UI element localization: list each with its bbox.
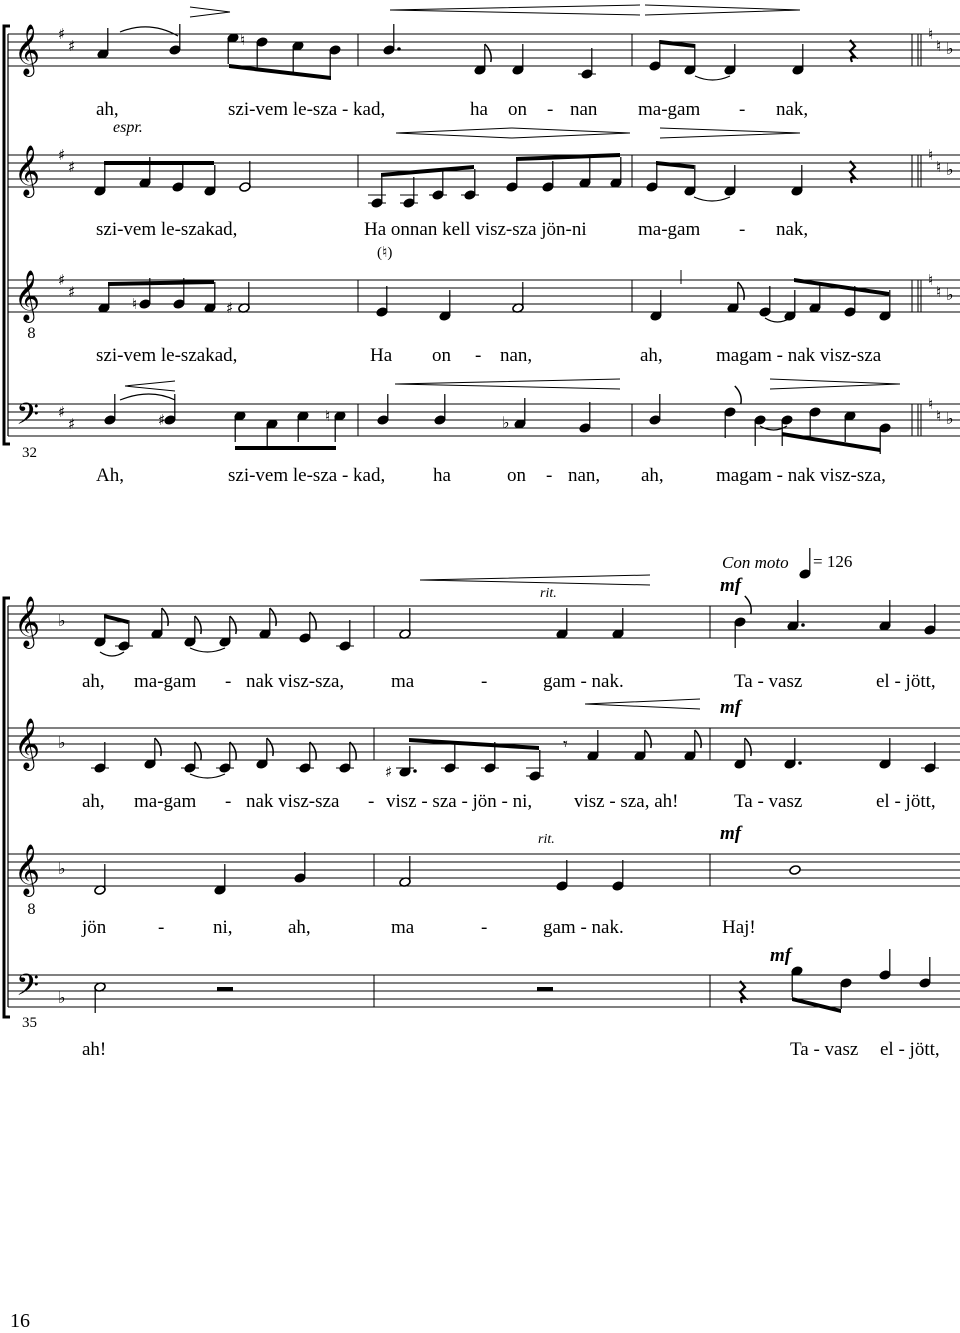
- lyric: -: [739, 99, 746, 120]
- lyric: nak visz-sza,: [246, 671, 345, 692]
- augmentation-dot: [413, 769, 417, 773]
- natural-accidental: ♮: [936, 283, 942, 301]
- lyric: szi-vem le-sza - kad,: [228, 99, 386, 120]
- slur: [120, 27, 178, 36]
- lyric: nak,: [776, 99, 809, 120]
- note-flag: [645, 730, 651, 748]
- note-flag: [195, 616, 201, 634]
- natural-accidental: ♮: [132, 295, 138, 313]
- lyric: ma: [391, 671, 415, 692]
- lyric: -: [475, 345, 482, 366]
- lyric: szi-vem le-sza - kad,: [228, 465, 386, 486]
- lyric: Ta - vasz: [734, 791, 803, 812]
- beam: [794, 278, 889, 296]
- lyric: ah,: [82, 791, 105, 812]
- dynamic-mf: mf: [770, 945, 792, 966]
- flat-accidental: ♭: [946, 285, 954, 304]
- lyric: el - jött,: [876, 671, 936, 692]
- note-flag: [162, 608, 168, 626]
- tie: [190, 648, 225, 652]
- sharp-accidental: ♯: [58, 403, 66, 421]
- lyric: ma-gam: [638, 219, 701, 240]
- lyric: ha: [470, 99, 488, 120]
- quarter-rest: [850, 161, 855, 183]
- lyric: -: [739, 219, 746, 240]
- note-flag: [350, 742, 356, 760]
- slur: [120, 394, 175, 400]
- lyric: nan,: [568, 465, 601, 486]
- natural-accidental: ♮: [928, 271, 934, 289]
- quarter-rest: [850, 40, 855, 62]
- tempo-value: = 126: [813, 552, 853, 571]
- note-flag: [230, 742, 236, 760]
- beam: [660, 40, 695, 48]
- lyric: on: [508, 99, 527, 120]
- lyric: -: [225, 671, 232, 692]
- ritardando-marking: rit.: [538, 832, 555, 847]
- whole-note: [789, 865, 801, 876]
- half-rest: [537, 987, 553, 991]
- lyric: -: [481, 671, 488, 692]
- lyric: Haj!: [722, 917, 756, 938]
- decrescendo-hairpin: [645, 5, 800, 15]
- flat-accidental: ♭: [58, 611, 66, 630]
- tie: [190, 774, 225, 778]
- sharp-accidental: ♯: [58, 25, 66, 43]
- beam: [104, 161, 214, 165]
- lyric: gam - nak.: [543, 671, 624, 692]
- note-flag: [267, 738, 273, 756]
- natural-accidental: ♮: [936, 37, 942, 55]
- tie: [100, 652, 124, 656]
- sharp-accidental: ♯: [58, 271, 66, 289]
- flat-accidental: ♭: [946, 409, 954, 428]
- lyric: ah,: [640, 345, 663, 366]
- lyric: visz - sza - jön - ni,: [386, 791, 533, 812]
- lyric: ah,: [288, 917, 311, 938]
- lyric: nak visz-sza: [246, 791, 340, 812]
- system-bracket: [4, 26, 10, 444]
- decrescendo-hairpin: [190, 7, 230, 17]
- page-number: 16: [10, 1310, 30, 1332]
- sharp-accidental: ♯: [68, 283, 76, 301]
- flat-accidental: ♭: [946, 39, 954, 58]
- sharp-accidental: ♯: [68, 415, 76, 433]
- lyric: ah!: [82, 1039, 107, 1060]
- treble-8-clef: 𝄞: [14, 844, 41, 895]
- crescendo-hairpin: [390, 5, 640, 15]
- crescendo-hairpin: [395, 379, 620, 389]
- flat-accidental: ♭: [502, 413, 510, 432]
- lyric: on: [432, 345, 451, 366]
- dynamic-mf: mf: [720, 823, 742, 844]
- sharp-accidental: ♯: [158, 411, 166, 429]
- lyric: ni,: [213, 917, 233, 938]
- lyric: Ah,: [96, 465, 124, 486]
- measure-number: 32: [22, 445, 37, 461]
- sharp-accidental: ♯: [68, 37, 76, 55]
- decrescendo-hairpin: [660, 128, 800, 138]
- natural-accidental: ♮: [240, 31, 246, 49]
- sharp-accidental: ♯: [68, 158, 76, 176]
- treble-clef: 𝄞: [14, 145, 41, 196]
- bass-clef: 𝄢: [16, 398, 40, 439]
- note-flag: [485, 44, 491, 62]
- crescendo-hairpin: [420, 575, 650, 585]
- beam: [516, 153, 620, 161]
- treble-clef: 𝄞: [14, 718, 41, 769]
- bass-clef: 𝄢: [16, 969, 40, 1010]
- treble-clef: 𝄞: [14, 24, 41, 75]
- note-flag: [695, 730, 701, 748]
- lyric: ma-gam: [638, 99, 701, 120]
- decrescendo-hairpin: [770, 379, 900, 389]
- espressivo-marking: espr.: [113, 119, 143, 136]
- flat-accidental: ♭: [58, 733, 66, 752]
- tie: [694, 197, 730, 201]
- tie: [695, 76, 730, 80]
- lyric: gam - nak.: [543, 917, 624, 938]
- note-flag: [745, 738, 751, 756]
- beam: [656, 161, 694, 169]
- lyric: ma: [391, 917, 415, 938]
- natural-accidental: ♮: [936, 407, 942, 425]
- augmentation-dot: [801, 623, 805, 627]
- lyric: szi-vem le-szakad,: [96, 219, 238, 240]
- system-bracket: [4, 598, 10, 1017]
- lyric: Ta - vasz: [790, 1039, 859, 1060]
- measure-number: 35: [22, 1015, 37, 1031]
- natural-accidental: ♮: [928, 146, 934, 164]
- lyric: szi-vem le-szakad,: [96, 345, 238, 366]
- lyric: -: [368, 791, 375, 812]
- note-flag: [735, 386, 741, 404]
- lyric: magam - nak visz-sza,: [716, 465, 886, 486]
- dynamic-mf: mf: [720, 697, 742, 718]
- natural-accidental: ♮: [928, 395, 934, 413]
- eighth-rest: 𝄾: [563, 734, 568, 755]
- augmentation-dot: [397, 47, 401, 51]
- lyric: el - jött,: [876, 791, 936, 812]
- lyric: Ha onnan kell visz-sza jön-ni: [364, 219, 587, 240]
- lyric: Ta - vasz: [734, 671, 803, 692]
- decrescendo-hairpin: [512, 128, 630, 138]
- sharp-accidental: ♯: [226, 299, 234, 317]
- note-flag: [155, 738, 161, 756]
- octave-mark: 8: [27, 902, 36, 918]
- lyric: -: [225, 791, 232, 812]
- half-rest: [217, 987, 233, 991]
- quarter-rest: [740, 981, 745, 1003]
- tempo-marking: Con moto: [722, 553, 789, 572]
- lyric: nan,: [500, 345, 533, 366]
- lyric: -: [481, 917, 488, 938]
- lyric: ah,: [96, 99, 119, 120]
- flat-accidental: ♭: [58, 859, 66, 878]
- flat-accidental: ♭: [58, 988, 66, 1007]
- lyric: visz - sza, ah!: [574, 791, 679, 812]
- sharp-accidental: ♯: [385, 763, 393, 781]
- treble-8-clef: 𝄞: [14, 270, 41, 321]
- note-flag: [745, 596, 751, 614]
- natural-accidental: ♮: [928, 25, 934, 43]
- note-flag: [195, 742, 201, 760]
- natural-accidental: ♮: [936, 158, 942, 176]
- octave-mark: 8: [27, 326, 36, 342]
- flat-accidental: ♭: [946, 160, 954, 179]
- dynamic-mf: mf: [720, 575, 742, 596]
- lyric: el - jött,: [880, 1039, 940, 1060]
- note-flag: [310, 742, 316, 760]
- lyric: Ha: [370, 345, 393, 366]
- note-flag: [738, 282, 744, 300]
- lyric: ah,: [641, 465, 664, 486]
- lyric: jön: [82, 917, 107, 938]
- lyric: magam - nak visz-sza: [716, 345, 882, 366]
- crescendo-hairpin: [396, 128, 512, 138]
- beam: [235, 446, 336, 450]
- ritardando-marking: rit.: [540, 586, 557, 601]
- lyric: -: [546, 465, 553, 486]
- lyric: nak,: [776, 219, 809, 240]
- natural-accidental: ♮: [325, 407, 331, 425]
- beam: [108, 280, 214, 286]
- lyric: -: [158, 917, 165, 938]
- beam: [782, 432, 880, 452]
- augmentation-dot: [798, 761, 802, 765]
- lyric: on: [507, 465, 526, 486]
- cautionary-natural: (♮): [377, 245, 393, 261]
- lyric: ah,: [82, 671, 105, 692]
- note-flag: [270, 608, 276, 626]
- lyric: nan: [570, 99, 598, 120]
- lyric: ha: [433, 465, 451, 486]
- treble-clef: 𝄞: [14, 596, 41, 647]
- lyric: -: [547, 99, 554, 120]
- crescendo-hairpin: [125, 381, 175, 391]
- sharp-accidental: ♯: [58, 146, 66, 164]
- crescendo-hairpin: [585, 699, 700, 709]
- lyric: ma-gam: [134, 791, 197, 812]
- lyric: ma-gam: [134, 671, 197, 692]
- note-flag: [230, 616, 236, 634]
- note-flag: [310, 612, 316, 630]
